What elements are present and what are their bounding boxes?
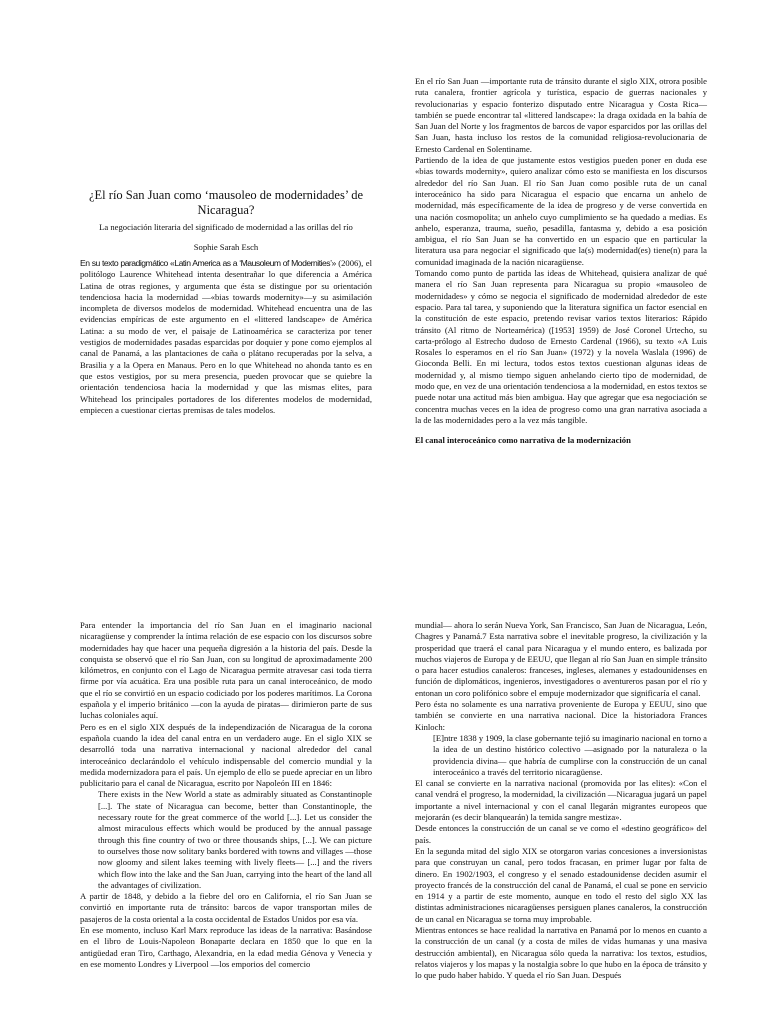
paragraph: Pero ésta no solamente es una narrativa proveniente de Europa y EEUU, sino que también se convierte en una narrativa nacional. Dice la historiadora Frances Kinloch: (415, 699, 707, 732)
paragraph: mundial— ahora lo serán Nueva York, San Francisco, San Juan de Nicaragua, León, Chagres y Panamá.7 Esta narrativa sobre el inevitable progreso, la civilización y la prosperidad que traerá el canal para Nicaragua y el mundo entero, es balizada por muchos viajeros de Europa y de EEUU, que llegan al río San Juan en simple tránsito o para hacer estudios canaleros: franceses, ingleses, alemanes y estadounidenses en función de diplomáticos, ingenieros, investigadores o aventureros pasan por el río y entonan un coro polifónico sobre el empuje modernizador que significaría el canal. (415, 620, 707, 698)
column-4 (415, 620, 707, 982)
paragraph: Desde entonces la construcción de un canal se ve como el «destino geográfico» del país. (415, 823, 707, 845)
column-3 (80, 620, 372, 970)
body-text: (2006), el politólogo Laurence Whitehead intenta desentrañar lo que diferencia a América Latina de otras regiones, y argumenta que ésta se distingue por su orientación tendenciosa hacia la modernidad —«bias towards modernity»—y su asimilación incompleta de diversos modelos de modernidad. Whitehead encuentra una de las evidencias empíricas de este argumento en el «littered landscape» de América Latina: a su modo de ver, el paisaje de Latinoamérica se caracteriza por tener vestigios de modernidades pasadas esparcidas por doquier y pone como ejemplos al canal de Panamá, a las plantaciones de caña o plátano recuperadas por la selva, a Brasilia y a la Opera en Manaus. Pero en lo que Whitehead no ahonda tanto es en que estos vestigios, por su mera presencia, pueden provocar que se quiebre la orientación tendenciosa hacia la modernidad y que las mismas elites, para Whitehead los principales portadores de los diferentes modelos de modernidad, empiecen a cuestionar ciertas premisas de tales modelos. (80, 258, 372, 415)
paragraph: En ese momento, incluso Karl Marx reproduce las ideas de la narrativa: Basándose en el libro de Louis-Napoleon Bonaparte declara en 1850 que lo que en la antigüedad eran Tiro, Carthago, Alexandria, en la edad media Génova y Venecia y en ese momento Londres y Liverpool —los emporios del comercio (80, 925, 372, 969)
paragraph: A partir de 1848, y debido a la fiebre del oro en California, el río San Juan se convirtió en importante ruta de tránsito: barcos de vapor transportan miles de pasajeros de la costa oriental a la costa occidental de Estados Unidos por esa vía. (80, 891, 372, 924)
paragraph: Tomando como punto de partida las ideas de Whitehead, quisiera analizar de qué manera el río San Juan representa para Nicaragua su propio «mausoleo de modernidades» y cómo se negocia el significado de modernidad alrededor de este espacio. Para tal tarea, y suponiendo que la literatura significa un factor esencial en la constitución de este espacio, pretendo revisar varios textos literarios: Rápido tránsito (Al ritmo de Norteamérica) ([1953] 1959) de José Coronel Urtecho, su carta-prólogo al Estrecho dudoso de Ernesto Cardenal (1966), su texto «A Luis Rosales lo esperamos en el río San Juan» (1972) y la novela Waslala (1996) de Gioconda Belli. En mi lectura, todos estos textos cuestionan algunas ideas de modernidad y, al mismo tiempo siguen anhelando cierto tipo de modernidad, de modo que, en vez de una orientación tendenciosa a la modernidad, en estos textos se puede notar una actitud más bien ambigua. Hay que agregar que esa negociación se concentra muchas veces en la idea de progreso como una gran narrativa asociada a la de las modernidades pero a la vez más tangible. (415, 268, 707, 425)
paragraph: Pero es en el siglo XIX después de la independización de Nicaragua de la corona española cuando la idea del canal entra en un verdadero auge. En el siglo XIX se desarrolló toda una narrativa internacional y nacional alrededor del canal interoceánico declarándolo el vehículo indispensable del comercio mundial y la medida modernizadora para el país. Un ejemplo de ello se puede apreciar en un libro publicitario para el canal de Nicaragua, escrito por Napoleón III en 1846: (80, 721, 372, 789)
block-quote: [E]ntre 1838 y 1909, la clase gobernante tejió su imaginario nacional en torno a la idea de un destino histórico colectivo —asignado por la naturaleza o la providencia divina— que habría de cumplirse con la construcción de un canal interoceánico a través del territorio nicaragüense. (433, 732, 707, 777)
section-heading: El canal interoceánico como narrativa de la modernización (415, 435, 631, 446)
paragraph: El canal se convierte en la narrativa nacional (promovida por las elites): «Con el canal vendrá el progreso, la modernidad, la civilización —Nicaragua jugará un papel importante a nivel internacional y con el canal llegarán migrantes europeos que mejorarán (es decir blanquearán) la temida sangre mestiza». (415, 778, 707, 823)
paragraph: En la segunda mitad del siglo XIX se otorgaron varias concesiones a inversionistas para que construyan un canal, pero todos fracasan, en primer lugar por falta de dinero. En 1902/1903, el congreso y el senado estadounidense deciden asumir el proyecto francés de la construcción del canal de Panamá, el cual se pone en servicio en 1914 y a partir de este momento, aunque en todo el resto del siglo XX las distintas administraciones nicaragüenses persiguen planes canaleros, la construcción de un canal en Nicaragua se torna muy improbable. (415, 845, 707, 924)
column-1 (80, 258, 372, 416)
lead-text: En su texto paradigmático «Latin America as a ‘Mausoleum of Modernities’» (80, 258, 336, 268)
paragraph: Partiendo de la idea de que justamente estos vestigios pueden poner en duda ese «bias towards modernity», quiero analizar cómo esto se manifiesta en los discursos alrededor del río San Juan. El río San Juan como posible ruta de un canal interoceánico ha sido para Nicaragua el espacio que encarna un anhelo de modernidad, más específicamente de la idea de progreso y de verse convertida en una nación cosmopolita; un anhelo cuyo cumplimiento se ha quedado a medias. Es anhelo, esperanza, trauma, sueño, pesadilla, fantasma y, debido a esa posición ambigua, el río San Juan se ha convertido en un espacio que en particular la literatura usa para negociar el significado que la(s) modernidad(es) tiene(n) para la comunidad imaginada de la nación nicaragüense. (415, 155, 707, 267)
paper-title: ¿El río San Juan como ‘mausoleo de modernidades’ de Nicaragua? (89, 188, 363, 217)
block-quote: There exists in the New World a state as admirably situated as Constantinople [...]. The state of Nicaragua can become, better than Constantinople, the necessary route for the great commerce of the world [...]. Let us consider the almost miraculous effects which would be produced by the annual passage through this fine country of two or three thousands ships, [...]. We can picture to ourselves those now solitary banks bordered with towns and villages —those now gloomy and silent lakes teeming with lively fleets— [...] and the rivers which flow into the lake and the San Juan, carrying into the heart of the land all the advantages of civilization. (98, 789, 372, 890)
paragraph: Mientras entonces se hace realidad la narrativa en Panamá por lo menos en cuanto a la construcción de un canal (y a costa de miles de vidas humanas y una masiva destrucción ambiental), en Nicaragua sólo queda la narrativa: los textos, estudios, relatos viajeros y los mapas y la nostalgia sobre lo que hubo en la época de tránsito y lo que pudo haber habido. Y queda el río San Juan. Después (415, 925, 707, 981)
paper-subtitle: La negociación literaria del significado de modernidad a las orillas del río (99, 222, 353, 232)
column-2 (415, 76, 707, 447)
paragraph: Para entender la importancia del río San Juan en el imaginario nacional nicaragüense y comprender la íntima relación de ese espacio con los discursos sobre modernidades hay que hacer una pequeña digresión a la historia del país. Desde la conquista se observó que el río San Juan, con su longitud de aproximadamente 200 kilómetros, en conjunto con el Lago de Nicaragua permite atravesar casi toda tierra firme por vía acuática. Era una posible ruta para un canal interoceánico, de modo que el río se convirtió en un espacio codiciado por los poderes marítimos. La Corona española y el imperio británico —con la ayuda de piratas— dirimieron parte de sus luchas coloniales aquí. (80, 620, 372, 721)
paragraph (80, 258, 372, 416)
paper-author: Sophie Sarah Esch (193, 242, 259, 252)
paragraph: En el río San Juan —importante ruta de tránsito durante el siglo XIX, otrora posible ruta canalera, frontier agrícola y turística, espacio de guerras nacionales y revolucionarias y espacio fonterizo disputado entre Nicaragua y Costa Rica— también se puede encontrar tal «littered landscape»: la draga oxidada en la bahía de San Juan del Norte y los fragmentos de barcos de vapor esparcidos por las orillas del San Juan, hasta incluso los restos de la comunidad religiosa-revolucionaria de Ernesto Cardenal en Solentiname. (415, 76, 707, 154)
